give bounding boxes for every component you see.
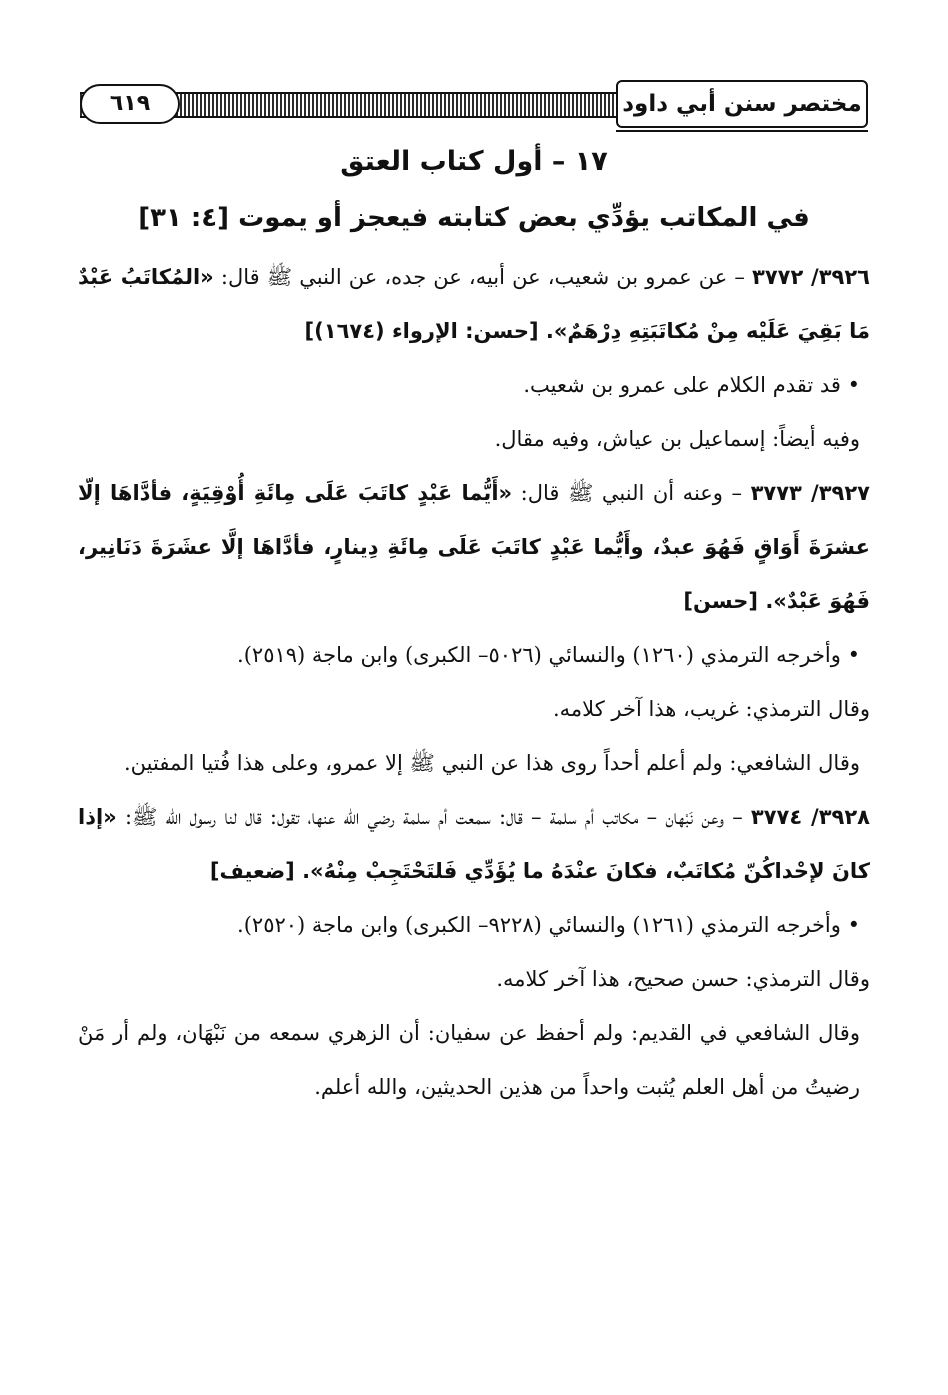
hadith-number: ٣٩٢٦/ ٣٧٧٢ [752,265,870,289]
hadith-isnad: – وعنه أن النبي ﷺ قال: [512,481,751,505]
hadith-grade: [ضعيف] [209,859,303,883]
bullet-icon: • [847,643,860,667]
commentary-line [78,1006,870,1114]
commentary-text: قد تقدم الكلام على عمرو بن شعيب. [523,373,841,397]
hadith-3928 [78,790,870,898]
commentary-text: وقال الترمذي: غريب، هذا آخر كلامه. [552,697,870,721]
bullet-icon: • [847,373,860,397]
commentary-text: وأخرجه الترمذي (١٢٦٠) والنسائي (٥٠٢٦– الكبرى) وابن ماجة (٢٥١٩). [237,643,841,667]
chapter-title: ١٧ – أول كتاب العتق [340,146,608,177]
commentary-text: وفيه أيضاً: إسماعيل بن عياش، وفيه مقال. [494,427,860,451]
commentary-line [78,412,870,466]
hadith-isnad: – عن عمرو بن شعيب، عن أبيه، عن جده، عن النبي ﷺ قال: [220,265,753,289]
commentary-text: وقال الترمذي: حسن صحيح، هذا آخر كلامه. [496,967,870,991]
hadith-grade: [حسن] [683,589,766,613]
hadith-matn: «إذا كانَ لإحْداكُنّ مُكاتَبٌ، فكانَ عنْدَهُ ما يُؤَدِّي فَلتَحْتَجِبْ مِنْهُ». [78,805,870,883]
commentary-text: وأخرجه الترمذي (١٢٦١) والنسائي (٩٢٢٨– الكبرى) وابن ماجة (٢٥٢٠). [237,913,841,937]
section-title: في المكاتب يؤدِّي بعض كتابته فيعجز أو يموت [٤: ٣١] [138,203,810,233]
book-title: مختصر سنن أبي داود [616,80,868,128]
commentary-line [78,952,870,1006]
page-number: ٦١٩ [80,84,180,124]
hadith-matn: «أَيُّما عَبْدٍ كاتَبَ عَلَى مِائَةِ أُوْقِيَةٍ، فأدَّاهَا إلّا عشرَةَ أَوَاقٍ فَهُوَ عبدٌ، وأَيُّما عَبْدٍ كاتَبَ عَلَى مِائَةِ دِينارٍ، فأدَّاهَا إلَّا عشَرَةَ دَنَانِير، فَهُوَ عَبْدٌ». [78,481,870,613]
bullet-icon: • [847,913,860,937]
hadith-3927 [78,466,870,628]
commentary-line [78,898,870,952]
commentary-line [78,358,870,412]
hadith-matn: «المُكاتَبُ عَبْدٌ مَا بَقِيَ عَلَيْه مِنْ مُكاتَبَتِهِ دِرْهَمٌ». [78,265,870,343]
page-body [78,140,870,1114]
running-header [80,80,868,128]
commentary-text: وقال الشافعي في القديم: ولم أحفظ عن سفيان: أن الزهري سمعه من نَبْهَان، ولم أر مَنْ رضيتُ من أهل العلم يُثبت واحداً من هذين الحديثين، والله أعلم. [78,1021,860,1099]
commentary-line [78,682,870,736]
commentary-text: وقال الشافعي: ولم أعلم أحداً روى هذا عن النبي ﷺ إلا عمرو، وعلى هذا فُتيا المفتين. [124,751,860,775]
hadith-isnad: – وعن نَبْهان – مكاتب أم سلمة – قال: سمعت أم سلمة رضي الله عنها، تقول: قال لنا رسول الله ﷺ: [116,805,751,829]
hadith-number: ٣٩٢٧/ ٣٧٧٣ [750,481,871,505]
hadith-3926 [78,250,870,358]
hadith-grade: [حسن: الإرواء (١٦٧٤)] [304,319,546,343]
hadith-number: ٣٩٢٨/ ٣٧٧٤ [750,805,871,829]
commentary-line [78,628,870,682]
commentary-line [78,736,870,790]
